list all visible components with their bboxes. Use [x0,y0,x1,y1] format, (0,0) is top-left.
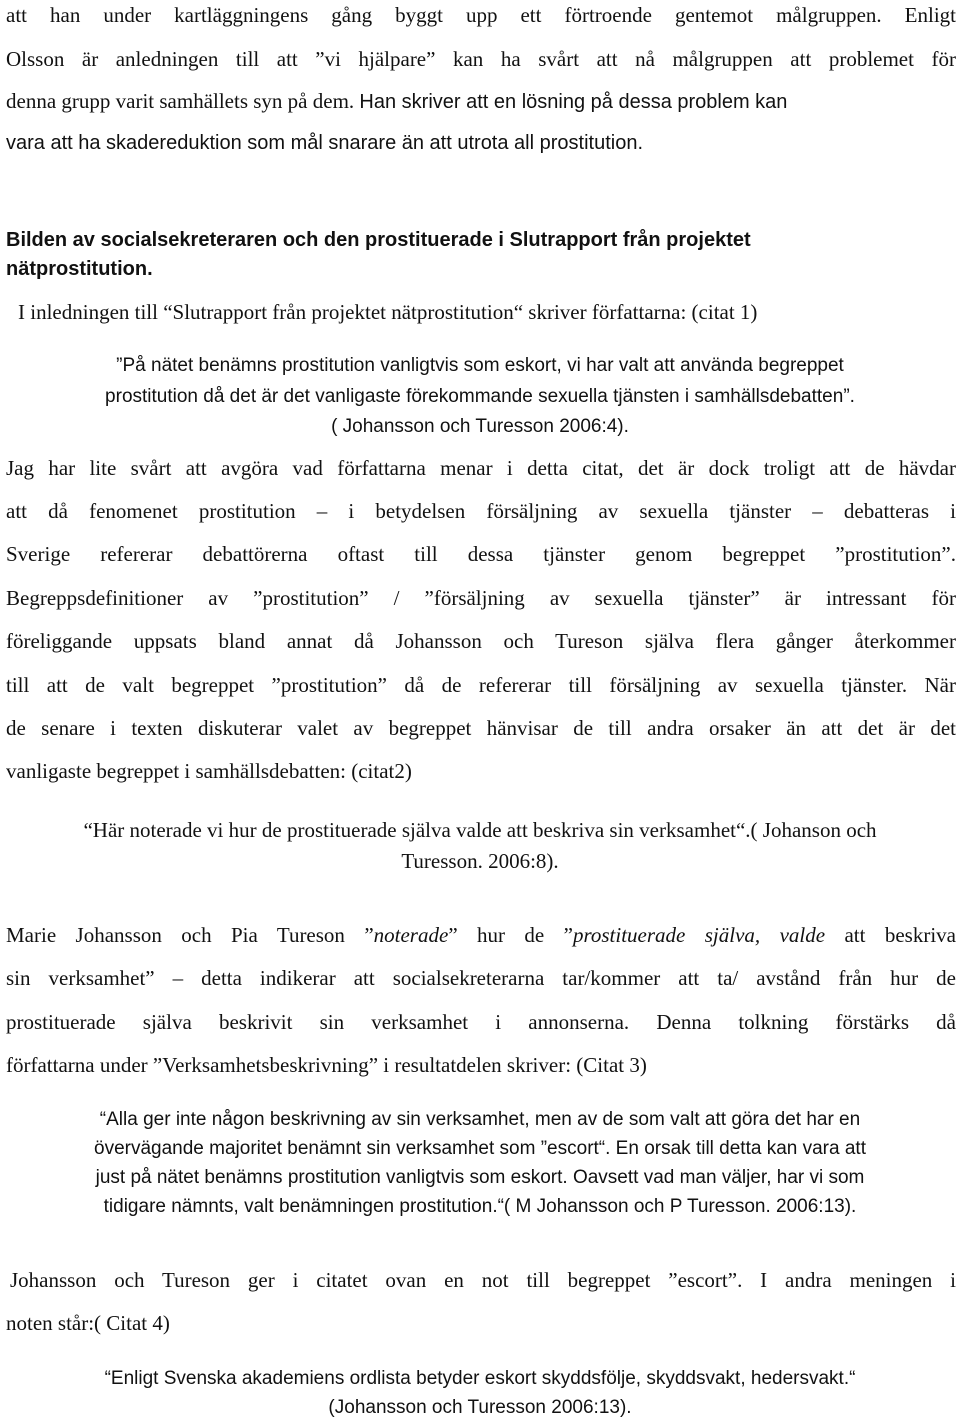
section-heading-line-1 [6,226,956,253]
paragraph-4-line-2: noten står:( Citat 4) [6,1311,170,1335]
paragraph-1-line-3-sans: Han skriver att en lösning på dessa problem kan [359,91,788,113]
quote-4-line-1: “Enligt Svenska akademiens ordlista betyder eskort skyddsfölje, skyddsvakt, hedersvakt.“ [104,1368,856,1389]
paragraph-3-line-1-part-a: Marie Johansson och Pia Tureson ” [6,923,374,947]
paragraph-3-line-1 [6,922,956,948]
section-heading-line-2 [6,255,956,282]
paragraph-3-line-2: sin verksamhet” – detta indikerar att socialsekreterarna tar/kommer att ta/ avstånd från hur de [6,966,956,990]
paragraph-3-line-3-part-b: Denna tolkning förstärks då [656,1010,956,1034]
paragraph-1-line-3 [6,88,956,115]
quote-3-line-4: tidigare nämnts, valt benämningen prostitution.“( M Johansson och P Turesson. 2006:13). [103,1196,857,1217]
section-heading-text-2: nätprostitution. [6,258,153,280]
quote-1-line-2: prostitution då det är det vanligaste förekommande sexuella tjänsten i samhällsdebatten”. [105,386,855,407]
paragraph-3-line-1-emphasis-1: noterade [373,923,449,947]
section-heading-text-1: Bilden av socialsekreteraren och den prostituerade i Slutrapport från projektet [6,229,751,251]
paragraph-1-line-4: vara att ha skadereduktion som mål snarare än att utrota all prostitution. [6,132,644,154]
intro-line: I inledningen till “Slutrapport från projektet nätprostitution“ skriver författarna: (citat 1) [18,300,758,324]
quote-1-line-1: ”På nätet benämns prostitution vanligtvis som eskort, vi har valt att använda begreppet [116,355,844,376]
paragraph-3-line-1-part-c: att beskriva [825,923,956,947]
paragraph-1-line-3-serif: denna grupp varit samhällets syn på dem. [6,89,355,113]
paragraph-3-line-1-part-b: ” hur de ” [448,923,573,947]
paragraph-2-line-7: de senare i texten diskuterar valet av begreppet hänvisar de till andra orsaker än att det är det [6,716,956,740]
paragraph-2-line-3: Sverige refererar debattörerna oftast till dessa tjänster genom begreppet ”prostitution”. [6,542,956,566]
quote-3-line-3: just på nätet benämns prostitution vanligtvis som eskort. Oavsett vad man väljer, har vi som [95,1167,865,1188]
quote-4-line-2: (Johansson och Turesson 2006:13). [328,1397,632,1418]
quote-2-line-1: “Här noterade vi hur de prostituerade själva valde att beskriva sin verksamhet“.( Johanson och [83,818,877,842]
paragraph-1-line-2: Olsson är anledningen till att ”vi hjälpare” kan ha svårt att nå målgruppen att problemet för [6,47,956,71]
paragraph-3-line-1-emphasis-2: prostituerade själva, valde [572,923,826,947]
quote-3-line-2: övervägande majoritet benämnt sin verksamhet som ”escort“. En orsak till detta kan vara att [94,1138,866,1159]
quote-2-line-2: Turesson. 2006:8). [401,849,559,873]
paragraph-2-line-8: vanligaste begreppet i samhällsdebatten: (citat2) [6,759,412,783]
paragraph-3-line-3 [6,1009,956,1035]
paragraph-2-line-1: Jag har lite svårt att avgöra vad författarna menar i detta citat, det är dock troligt att de hävdar [6,456,956,480]
paragraph-3-line-4: författarna under ”Verksamhetsbeskrivning” i resultatdelen skriver: (Citat 3) [6,1053,647,1077]
paragraph-4-line-1: Johansson och Tureson ger i citatet ovan en not till begreppet ”escort”. I andra meningen i [10,1268,956,1292]
paragraph-3-line-3-part-a: prostituerade själva beskrivit sin verksamhet i annonserna. [6,1010,630,1034]
quote-1-line-3: ( Johansson och Turesson 2006:4). [331,416,629,437]
paragraph-2-line-2: att då fenomenet prostitution – i betydelsen försäljning av sexuella tjänster – debatteras i [6,499,956,523]
paragraph-2-line-4: Begreppsdefinitioner av ”prostitution” / ”försäljning av sexuella tjänster” är intressant för [6,586,956,610]
quote-3-line-1: “Alla ger inte någon beskrivning av sin verksamhet, men av de som valt att göra det har en [99,1109,861,1130]
paragraph-2-line-6: till att de valt begreppet ”prostitution” då de refererar till försäljning av sexuella tjänster. När [6,673,956,697]
paragraph-1-line-1: att han under kartläggningens gång byggt upp ett förtroende gentemot målgruppen. Enligt [6,3,956,27]
paragraph-2-line-5: föreliggande uppsats bland annat då Johansson och Tureson själva flera gånger återkommer [6,629,956,653]
